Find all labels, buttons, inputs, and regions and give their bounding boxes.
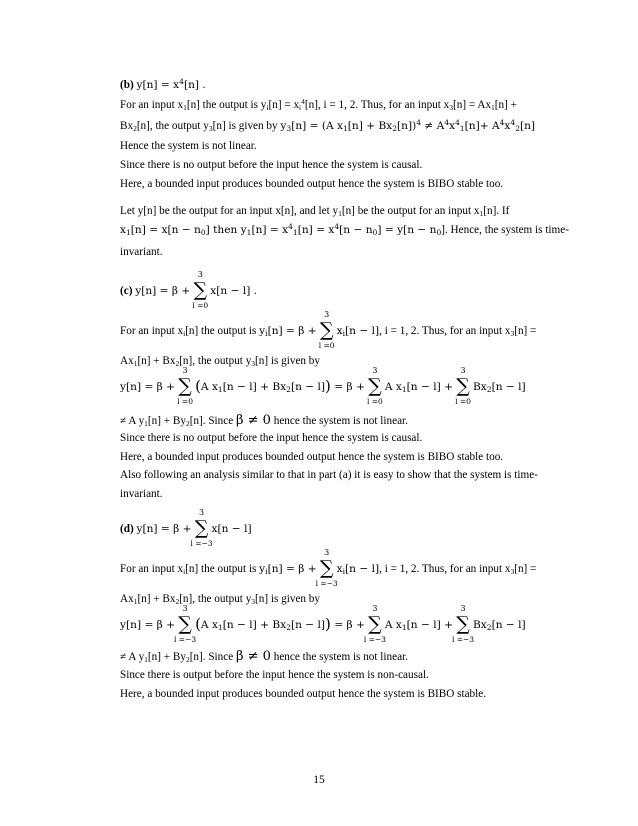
- part-b-line-1: For an input $x_1[n]$ the output is $y_i[n] = x_i^4[n]$, i = 1, 2. Thus, for an input $x_3[n] = Ax_1[n]$ +: [120, 97, 517, 112]
- part-d-line-2: $Ax_1[n] + Bx_2[n]$, the output $y_3[n]$ is given by: [120, 593, 320, 606]
- summation-symbol: 3 ∑ l =0: [177, 366, 193, 406]
- summation-symbol: 3 ∑ l =−3: [174, 604, 197, 644]
- summation-symbol: 3 ∑ l =−3: [315, 548, 338, 589]
- part-b-line-5: Here, a bounded input produces bounded output hence the system is BIBO stable too.: [120, 178, 504, 190]
- part-c-line-8: invariant.: [120, 488, 163, 500]
- summation-symbol: 3 ∑ l =0: [455, 366, 471, 406]
- summation-symbol: 3 ∑ l =−3: [190, 508, 213, 549]
- part-d-line-6: Here, a bounded input produces bounded output hence the system is BIBO stable.: [120, 688, 487, 700]
- part-d-line-1: For an input $x_i[n]$ the output is $y_i[n] = \beta$ + 3 ∑ l =−3 $x_i[n - l]$, i = 1, 2. Thus, for an input $x_3[n]$ =: [120, 548, 537, 589]
- part-b-line-7: $x_1[n] = x[n - n_0]$ then $y_1[n] = x^4_1[n] = x^4[n - n_0] = y[n - n_0]$. Hence, the system is time-: [120, 222, 569, 237]
- summation-symbol: 3 ∑ l =0: [318, 310, 335, 351]
- part-c-line-6: Here, a bounded input produces bounded output hence the system is BIBO stable too.: [120, 451, 504, 463]
- part-c-label: (c): [120, 285, 133, 297]
- summation-symbol: 3 ∑ l =−3: [363, 604, 386, 644]
- part-b-line-4: Since there is no output before the input hence the system is causal.: [120, 159, 423, 171]
- part-b-line-8: invariant.: [120, 246, 163, 258]
- part-c-line-7: Also following an analysis similar to that in part (a) it is easy to show that the system is time-: [120, 469, 538, 481]
- part-d-line-5: Since there is output before the input hence the system is non-causal.: [120, 669, 429, 681]
- part-b-label: (b): [120, 79, 134, 91]
- part-c-heading: (c) y[n] = β + 3 ∑ l =0 x[n − l] .: [120, 270, 258, 311]
- summation-symbol: 3 ∑ l =0: [366, 366, 383, 406]
- part-b-equation: $y[n] = x^4[n]$ .: [136, 77, 206, 91]
- page-number: 15: [313, 774, 325, 786]
- part-b-heading: [120, 79, 206, 92]
- part-c-line-2: $Ax_1[n] + Bx_2[n]$, the output $y_3[n]$ is given by: [120, 355, 320, 368]
- part-d-label: (d): [120, 523, 134, 535]
- part-b-line-2: $Bx_2[n]$, the output $y_3[n]$ is given by $y_3[n] = (A$ $x_1[n] + Bx_2[n])^4 \ne A^4x^4_1[n]+ A^4x^4_2[n]$: [120, 118, 536, 133]
- part-b-time-invariance-equation: $x_1[n] = x[n - n_0]$ then $y_1[n] = x^4_1[n] = x^4[n - n_0] = y[n - n_0$: [120, 222, 442, 237]
- part-d-line-4: ≠ A $y_1[n] + By_2[n]$. Since β ≠ 0 hence the system is not linear.: [120, 649, 408, 664]
- part-c-line-4: ≠ A $y_1[n] + By_2[n]$. Since β ≠ 0 hence the system is not linear.: [120, 413, 408, 428]
- part-b-line-6: Let y[n] be the output for an input x[n], and let $y_1[n]$ be the output for an input $x_1[n]$. If: [120, 205, 510, 218]
- summation-symbol: 3 ∑ l =−3: [451, 604, 475, 644]
- summation-symbol: 3 ∑ l =0: [192, 270, 209, 311]
- part-c-line-1: For an input $x_i[n]$ the output is $y_i[n] = \beta$ + 3 ∑ l =0 $x_i[n - l]$, i = 1, 2. Thus, for an input $x_3[n]$ =: [120, 310, 537, 351]
- part-b-output-equation: $y_3[n] = (A$ $x_1[n] + Bx_2[n])^4 \ne A^4x^4_1[n]+ A^4x^4_2[n]$: [280, 118, 536, 133]
- part-c-line-5: Since there is no output before the input hence the system is causal.: [120, 432, 423, 444]
- part-b-line-3: Hence the system is not linear.: [120, 140, 257, 152]
- part-d-heading: (d) y[n] = β + 3 ∑ l =−3 x[n − l]: [120, 508, 252, 549]
- part-d-output-equation: y[n] = β + 3 ∑ l =−3 (A $x_1[n - l] + Bx_2[n - l]) = \beta$ + 3 ∑ l =−3 A $x_1[n - l]$ + 3 ∑ l =−3 $Bx_2[n - l]$: [120, 604, 526, 644]
- part-c-output-equation: y[n] = β + 3 ∑ l =0 (A $x_1[n - l] + Bx_2[n - l]) = \beta$ + 3 ∑ l =0 A $x_1[n - l]$ + 3 ∑ l =0 $Bx_2[n - l]$: [120, 366, 526, 406]
